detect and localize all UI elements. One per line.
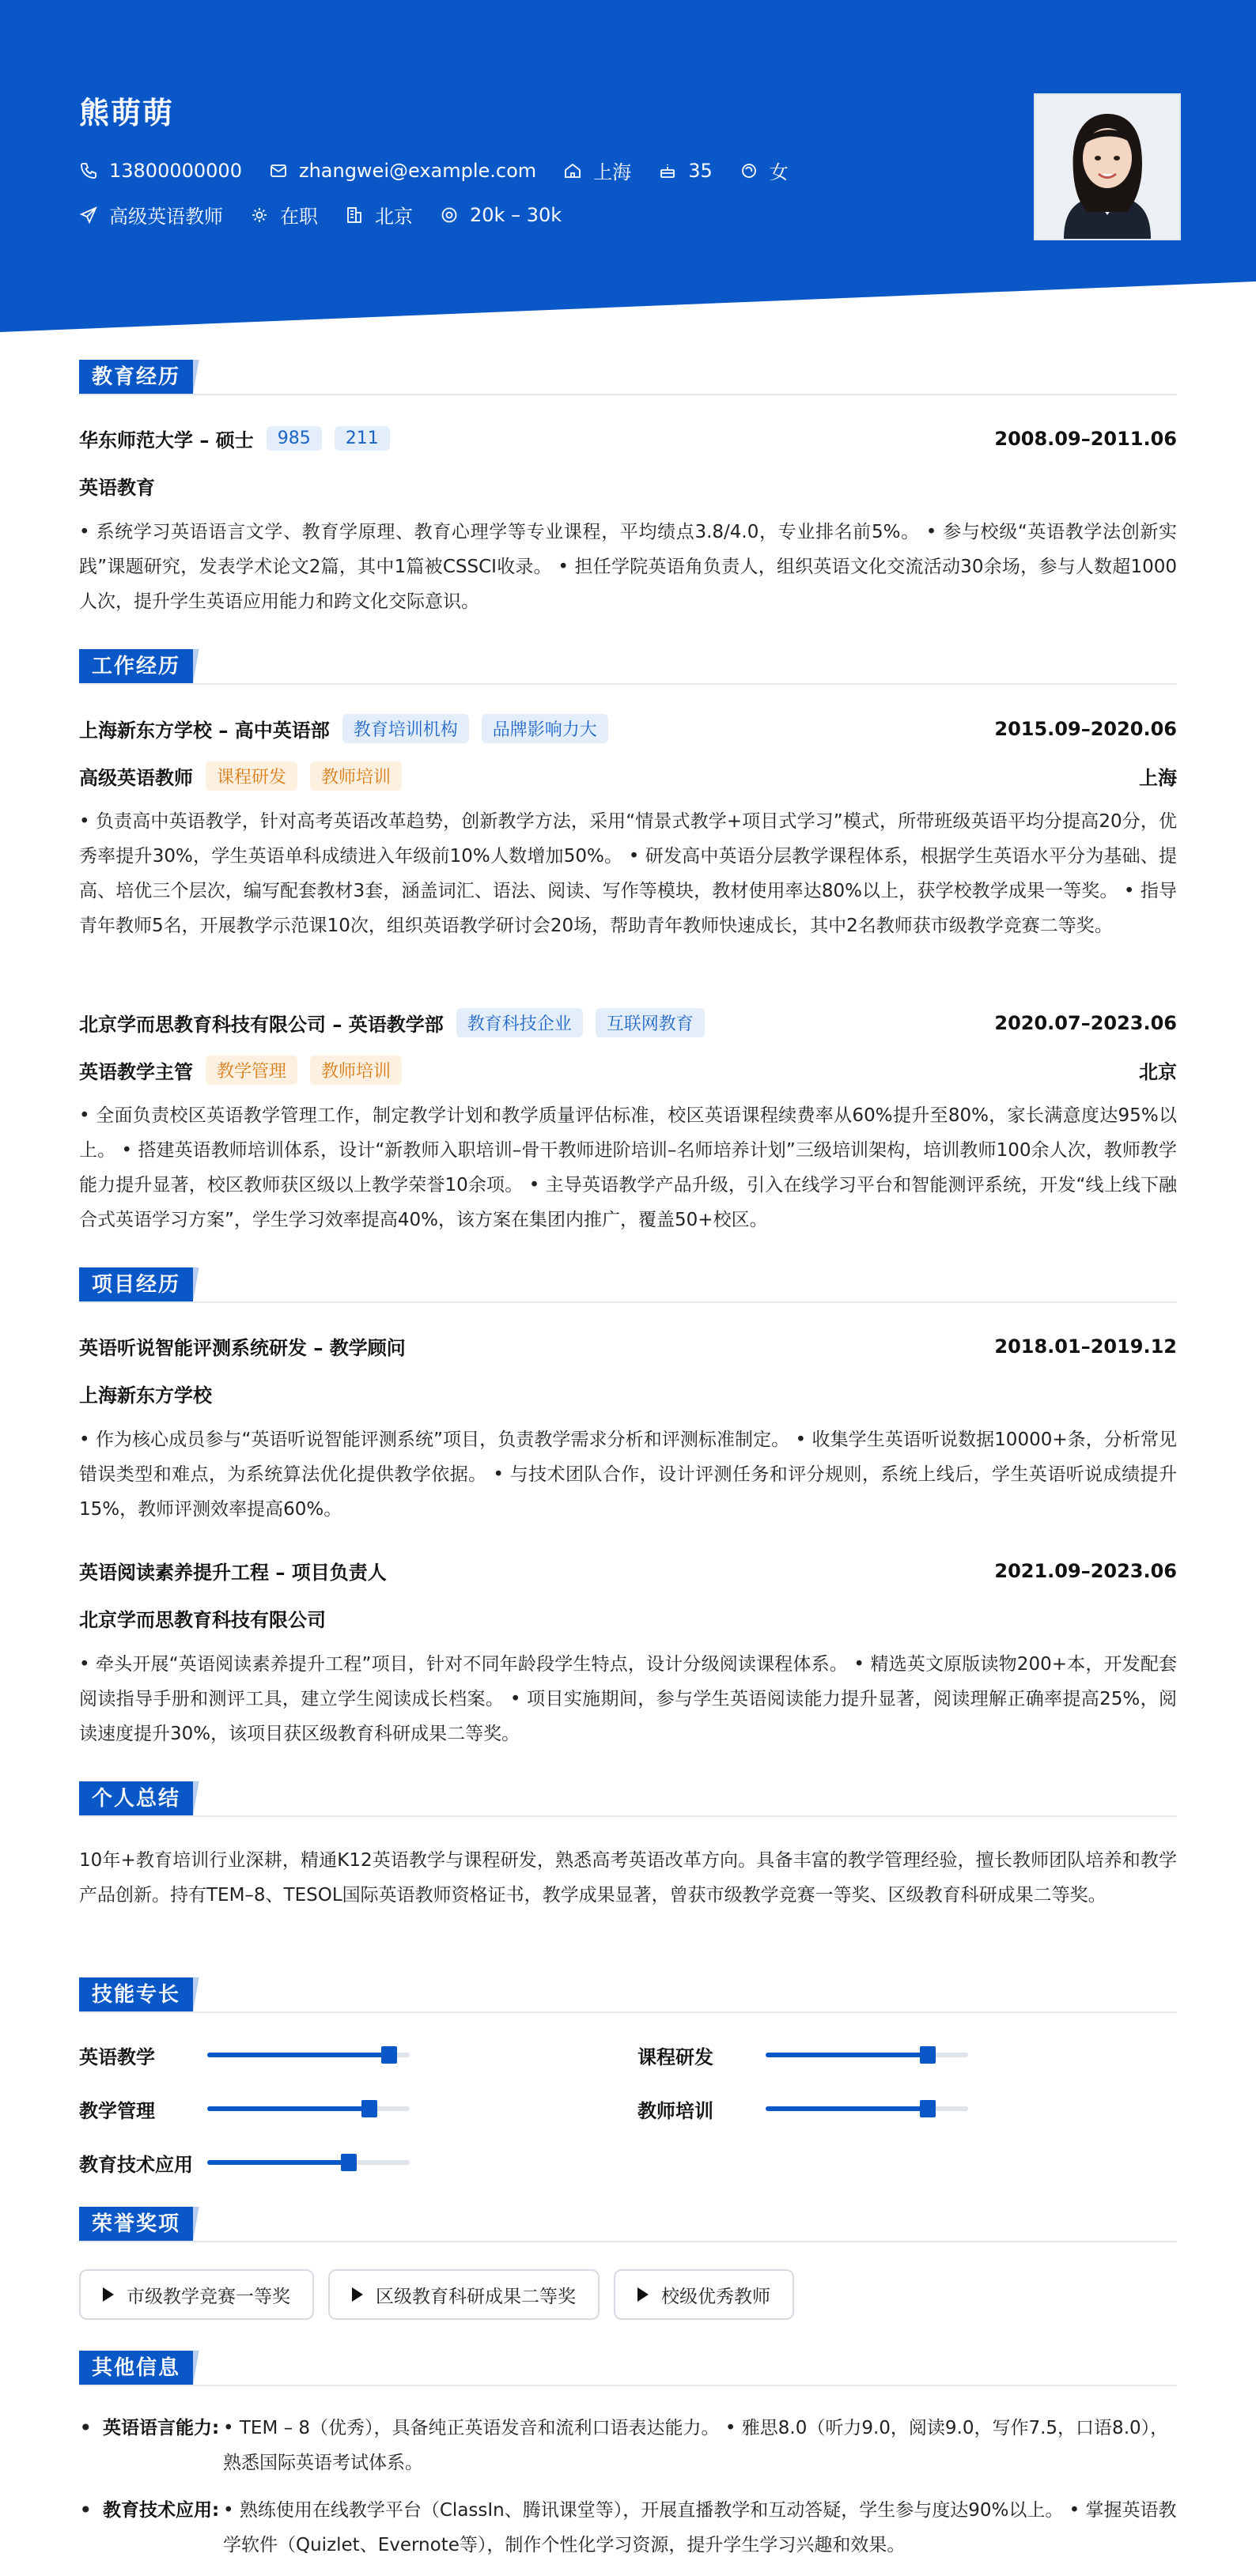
school-tag: 211: [335, 426, 390, 451]
other-text: • TEM – 8（优秀），具备纯正英语发音和流利口语表达能力。 • 雅思8.0（听力9.0，阅读9.0，写作7.5，口语8.0），熟悉国际英语考试体系。: [223, 2418, 1169, 2473]
email-item: [269, 160, 536, 182]
send-icon: [79, 206, 98, 225]
project-description: • 作为核心成员参与“英语听说智能评测系统”项目，负责教学需求分析和评测标准制定。 • 收集学生英语听说数据10000+条，分析常见错误类型和难点，为系统算法优化提供教学依据。 • 与技术团队合作，设计评测任务和评分规则，系统上线后，学生英语听说成绩提升15%，教师评测效率提高60%。: [79, 1430, 1177, 1520]
play-icon: [637, 2287, 649, 2302]
company-tag: 教育培训机构: [342, 714, 469, 743]
salary-item: [440, 204, 562, 226]
section-divider: [79, 1815, 1177, 1817]
age-text: 35: [688, 159, 713, 182]
skill-knob: [920, 2100, 936, 2117]
skill-item: [637, 2097, 968, 2121]
project-name: 英语阅读素养提升工程 – 项目负责人: [79, 1562, 387, 1584]
age-item: [658, 160, 713, 182]
phone-icon: [79, 161, 98, 180]
skill-name: 教学管理: [79, 2099, 155, 2122]
city-item: [563, 157, 631, 184]
bullet-icon: •: [79, 2497, 93, 2523]
company-tag: 品牌影响力大: [482, 714, 608, 743]
salary-text: 20k – 30k: [470, 203, 562, 226]
skill-fill: [766, 2106, 928, 2111]
work-role-row: [79, 761, 1177, 791]
summary-text: 10年+教育培训行业深耕，精通K12英语教学与课程研发，熟悉高考英语改革方向。具备丰富的教学管理经验，擅长教师团队培养和教学产品创新。持有TEM–8、TESOL国际英语教师资格证书，教学成果显著，曾获市级教学竞赛一等奖、区级教育科研成果二等奖。: [79, 1850, 1177, 1906]
company-tag: 教育科技企业: [456, 1008, 583, 1037]
candidate-name: 熊萌萌: [79, 96, 175, 130]
other-item: [79, 2411, 1177, 2480]
skill-knob: [920, 2046, 936, 2064]
position-text: 高级英语教师: [109, 206, 223, 228]
phone-text: 13800000000: [109, 159, 242, 182]
skill-name: 教育技术应用: [79, 2153, 193, 2176]
section-divider: [79, 683, 1177, 685]
bullet-icon: •: [79, 2415, 93, 2441]
school-name: 华东师范大学 – 硕士: [79, 429, 254, 451]
company-name: 北京学而思教育科技有限公司 – 英语教学部: [79, 1014, 444, 1036]
role-name: 英语教学主管: [79, 1061, 193, 1083]
role-tag: 课程研发: [206, 761, 297, 791]
section-title: 项目经历: [79, 1267, 193, 1302]
section-title: 技能专长: [79, 1977, 193, 2012]
role-tag: 教学管理: [206, 1056, 297, 1085]
target-city-item: [345, 201, 413, 229]
section-divider: [79, 1301, 1177, 1303]
other-text: • 熟练使用在线教学平台（ClassIn、腾讯课堂等），开展直播教学和互动答疑，学生参与度达90%以上。 • 掌握英语教学软件（Quizlet、Evernote等），制作个性化学习资源，提升学生学习兴趣和效果。: [223, 2500, 1177, 2555]
skill-knob: [361, 2100, 377, 2117]
project-name: 英语听说智能评测系统研发 – 教学顾问: [79, 1337, 406, 1359]
section-divider: [79, 2241, 1177, 2242]
other-label: 教育技术应用:: [103, 2500, 220, 2521]
section-education-header: [79, 360, 1177, 395]
skill-item: [79, 2151, 410, 2174]
section-title: 其他信息: [79, 2351, 193, 2385]
section-summary-header: [79, 1781, 1177, 1816]
gender-item: [740, 157, 789, 184]
role-tag: 教师培训: [310, 761, 402, 791]
target-city-text: 北京: [375, 206, 413, 228]
work-description: • 全面负责校区英语教学管理工作，制定教学计划和教学质量评估标准，校区英语课程续费率从60%提升至80%，家长满意度达95%以上。 • 搭建英语教师培训体系，设计“新教师入职培训–骨干教师进阶培训–名师培养计划”三级培训架构，培训教师100余人次，教师教学能力提升显著，校区教师获区级以上教学荣誉10余项。 • 主导英语教学产品升级，引入在线学习平台和智能测评系统，开发“线上线下融合式英语学习方案”，学生学习效率提高40%，该方案在集团内推广，覆盖50+校区。: [79, 1105, 1177, 1230]
status-text: 在职: [280, 206, 318, 228]
section-divider: [79, 2385, 1177, 2386]
skill-item: [79, 2097, 410, 2121]
status-item: [250, 201, 318, 229]
city-text: 上海: [593, 161, 632, 183]
coin-icon: [440, 206, 459, 225]
award-label: 校级优秀教师: [661, 2286, 770, 2307]
skill-track: [207, 2053, 410, 2057]
work-description: • 负责高中英语教学，针对高考英语改革趋势，创新教学方法，采用“情景式教学+项目式学习”模式，所带班级英语平均分提高20分，优秀率提升30%，学生英语单科成绩进入年级前10%人数增加50%。 • 研发高中英语分层教学课程体系，根据学生英语水平分为基础、提高、培优三个层次，编写配套教材3套，涵盖词汇、语法、阅读、写作等模块，教材使用率达80%以上，获学校教学成果一等奖。 • 指导青年教师5名，开展教学示范课10次，组织英语教学研讨会20场，帮助青年教师快速成长，其中2名教师获市级教学竞赛二等奖。: [79, 811, 1177, 936]
section-skills-header: [79, 1977, 1177, 2012]
skill-knob: [381, 2046, 397, 2064]
skill-track: [766, 2053, 968, 2057]
section-title: 工作经历: [79, 649, 193, 684]
work-location: 北京: [1139, 1061, 1177, 1083]
section-divider: [79, 2011, 1177, 2013]
project-description: • 牵头开展“英语阅读素养提升工程”项目，针对不同年龄段学生特点，设计分级阅读课程体系。 • 精选英文原版读物200+本，开发配套阅读指导手册和测评工具，建立学生阅读成长档案。 • 项目实施期间，参与学生英语阅读能力提升显著，阅读理解正确率提高25%，阅读速度提升30%，该项目获区级教育科研成果二等奖。: [79, 1654, 1177, 1744]
skill-fill: [207, 2053, 389, 2057]
play-icon: [103, 2287, 114, 2302]
work-date: 2015.09–2020.06: [994, 717, 1177, 740]
work-location: 上海: [1139, 767, 1177, 789]
contact-row: [79, 157, 815, 184]
major-row: [79, 472, 1177, 500]
skill-track: [207, 2106, 410, 2111]
education-row: [79, 425, 1177, 452]
award-label: 区级教育科研成果二等奖: [376, 2286, 576, 2307]
skill-track: [766, 2106, 968, 2111]
section-other-header: [79, 2351, 1177, 2385]
section-title: 教育经历: [79, 360, 193, 395]
award-chip: [79, 2269, 314, 2320]
skill-item: [637, 2043, 968, 2067]
company-name: 上海新东方学校 – 高中英语部: [79, 720, 330, 742]
skill-name: 英语教学: [79, 2045, 155, 2068]
awards-list: [79, 2269, 808, 2320]
section-divider: [79, 394, 1177, 395]
avatar-photo: [1034, 93, 1181, 240]
work-role-row: [79, 1056, 1177, 1085]
work-company-row: [79, 1008, 1177, 1037]
section-project-header: [79, 1267, 1177, 1302]
project-org-row: [79, 1380, 1177, 1407]
skill-knob: [341, 2154, 357, 2171]
building-icon: [345, 206, 364, 225]
job-row: [79, 201, 588, 229]
award-label: 市级教学竞赛一等奖: [127, 2286, 290, 2307]
project-org: 上海新东方学校: [79, 1384, 212, 1407]
work-company-row: [79, 714, 1177, 743]
major-name: 英语教育: [79, 477, 155, 499]
project-date: 2021.09–2023.06: [994, 1559, 1177, 1582]
other-item: [79, 2493, 1177, 2563]
award-chip: [328, 2269, 600, 2320]
project-date: 2018.01–2019.12: [994, 1335, 1177, 1358]
section-title: 荣誉奖项: [79, 2207, 193, 2242]
role-tag: 教师培训: [310, 1056, 402, 1085]
section-work-header: [79, 649, 1177, 684]
play-icon: [352, 2287, 363, 2302]
project-row: [79, 1332, 1177, 1360]
skill-fill: [207, 2106, 369, 2111]
company-tag: 互联网教育: [596, 1008, 705, 1037]
gender-text: 女: [769, 161, 789, 183]
position-item: [79, 201, 223, 229]
award-chip: [614, 2269, 794, 2320]
project-row: [79, 1557, 1177, 1585]
skill-fill: [766, 2053, 928, 2057]
phone-item: [79, 160, 242, 182]
education-description: • 系统学习英语语言文学、教育学原理、教育心理学等专业课程，平均绩点3.8/4.0，专业排名前5%。 • 参与校级“英语教学法创新实践”课题研究，发表学术论文2篇，其中1篇被CSSCI收录。 • 担任学院英语角负责人，组织英语文化交流活动30余场，参与人数超1000人次，提升学生英语应用能力和跨文化交际意识。: [79, 522, 1177, 612]
cake-icon: [658, 161, 677, 180]
project-org: 北京学而思教育科技有限公司: [79, 1609, 326, 1631]
project-org-row: [79, 1604, 1177, 1632]
work-date: 2020.07–2023.06: [994, 1011, 1177, 1034]
section-title: 个人总结: [79, 1781, 193, 1816]
skill-item: [79, 2043, 410, 2067]
skill-name: 课程研发: [637, 2045, 713, 2068]
mail-icon: [269, 161, 288, 180]
gender-icon: [740, 161, 759, 180]
other-label: 英语语言能力:: [103, 2418, 220, 2438]
home-icon: [563, 161, 582, 180]
gear-icon: [250, 206, 269, 225]
skill-fill: [207, 2160, 349, 2165]
skill-track: [207, 2160, 410, 2165]
skill-name: 教师培训: [637, 2099, 713, 2122]
email-text: zhangwei@example.com: [298, 159, 537, 182]
education-date: 2008.09–2011.06: [994, 427, 1177, 450]
section-awards-header: [79, 2207, 1177, 2242]
role-name: 高级英语教师: [79, 767, 193, 789]
school-tag: 985: [267, 426, 322, 451]
